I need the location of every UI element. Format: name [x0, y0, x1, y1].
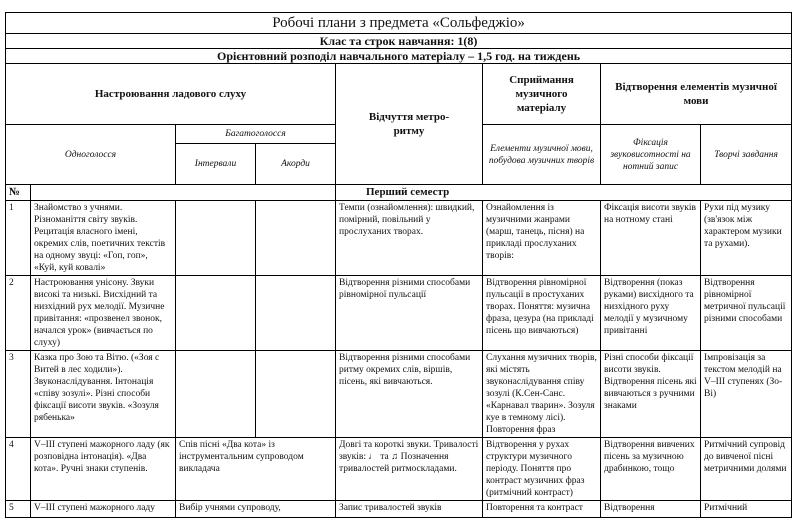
table-row [6, 438, 792, 501]
header-intervaly: Інтервали [176, 144, 256, 185]
cell-fiksatsiia: Різні способи фіксації висоти звуків. Відтворення пісень які вивчаються з ручними знаками [601, 351, 701, 438]
distribution-line: Орієнтовний розподіл навчального матеріалу – 1,5 год. на тиждень [6, 49, 792, 64]
cell-fiksatsiia: Відтворення (показ руками) висхідного та низхідного руху мелодії у музичному привітанні [601, 276, 701, 351]
row-number: 1 [6, 201, 31, 276]
semester-spacer [31, 185, 336, 201]
header-number: № [6, 185, 31, 201]
cell-odnoholossia: Казка про Зою та Вітю. («Зоя с Витей в лес ходили»). Звуконаслідування. Інтонація «співу зозулі». Різні способи фіксації висоти звуків. «Зозуля рябенька» [31, 351, 176, 438]
cell-odnoholossia: Настроювання унісону. Звуки високі та низькі. Висхідний та низхідний рух мелодії. Музичне привітання: «прозвенел звонок, начался урок» (вивчається по слуху) [31, 276, 176, 351]
table-row [6, 276, 792, 351]
cell-intervaly: Вибір учнями супроводу, [176, 501, 336, 518]
cell-elementy: Слухання музичних творів, які містять звуконаслідування співу зозулі (К.Сен-Санс. «Карнавал тварин». Зозуля куе в темному лісі). Повторення фраз [483, 351, 601, 438]
table-row [6, 201, 792, 276]
cell-metro: Темпи (ознайомлення): швидкий, помірний, повільний у прослуханих творах. [336, 201, 483, 276]
cell-odnoholossia: V–III ступені мажорного ладу (як розповідна інтонація). «Два кота». Ручні знаки ступенів. [31, 438, 176, 501]
header-vidtvorennia: Відтворення елементів музичної мови [601, 64, 792, 125]
row-number: 2 [6, 276, 31, 351]
cell-intervaly [176, 201, 256, 276]
cell-odnoholossia: V–III ступені мажорного ладу [31, 501, 176, 518]
class-line: Клас та строк навчання: 1(8) [6, 34, 792, 49]
cell-elementy: Відтворення у рухах структури музичного періоду. Поняття про контраст музичних фраз (ритмічний контраст) [483, 438, 601, 501]
document-title: Робочі плани з предмета «Сольфеджіо» [6, 13, 792, 34]
semester-label: Перший семестр [336, 185, 792, 201]
table-row [6, 351, 792, 438]
cell-tvorchi: Рухи під музику (зв'язок між характером музики та рухами). [701, 201, 792, 276]
row-number: 3 [6, 351, 31, 438]
cell-fiksatsiia: Відтворення [601, 501, 701, 518]
header-odnoholossia: Одноголосся [6, 125, 176, 185]
header-metro: Відчуття метро-ритму [336, 64, 483, 185]
cell-metro: Довгі та короткі звуки. Тривалості звуків: ♩ та ♫ Позначення тривалостей ритмоскладами. [336, 438, 483, 501]
plan-table [5, 12, 792, 518]
document-sheet [5, 12, 791, 518]
cell-intervaly [176, 276, 256, 351]
cell-metro: Відтворення різними способами рівномірної пульсації [336, 276, 483, 351]
cell-elementy: Повторення та контраст [483, 501, 601, 518]
cell-metro: Відтворення різними способами ритму окремих слів, віршів, пісень, які вивчаються. [336, 351, 483, 438]
row-number: 5 [6, 501, 31, 518]
table-row [6, 501, 792, 518]
header-bahatoholossia: Багатоголосся [176, 125, 336, 144]
header-akordy: Акорди [256, 144, 336, 185]
cell-elementy: Ознайомлення із музичними жанрами (марш, танець, пісня) на прикладі прослуханих творів: [483, 201, 601, 276]
cell-fiksatsiia: Відтворення вивчених пісень за музичною драбинкою, тощо [601, 438, 701, 501]
cell-odnoholossia: Знайомство з учнями. Різноманіття світу звуків. Рецитація власного імені, окремих слів, поетичних текстів на одному звуці: «Гоп, гоп», «Куй, куй ковалі» [31, 201, 176, 276]
cell-tvorchi: Відтворення рівномірної метричної пульсації різними способами [701, 276, 792, 351]
cell-intervaly [176, 351, 256, 438]
header-elementy: Елементи музичної мови, побудова музичних творів [483, 125, 601, 185]
cell-akordy [256, 201, 336, 276]
row-number: 4 [6, 438, 31, 501]
header-tvorchi: Творчі завдання [701, 125, 792, 185]
cell-fiksatsiia: Фіксація висоти звуків на нотному стані [601, 201, 701, 276]
cell-tvorchi: Ритмічний супровід до вивченої пісні метричними долями [701, 438, 792, 501]
cell-akordy [256, 351, 336, 438]
header-fiksatsiia: Фіксація звуковисотності на нотний запис [601, 125, 701, 185]
header-ladovyi: Настроювання ладового слуху [6, 64, 336, 125]
cell-metro: Запис тривалостей звуків [336, 501, 483, 518]
header-spryimannia: Сприймання музичного матеріалу [483, 64, 601, 125]
cell-akordy [256, 276, 336, 351]
cell-intervaly: Спів пісні «Два кота» із інструментальним супроводом викладача [176, 438, 336, 501]
cell-elementy: Відтворення рівномірної пульсації в простуханих творах. Поняття: музична фраза, цезура (на прикладі пісень що вивчаються) [483, 276, 601, 351]
cell-tvorchi: Ритмічний [701, 501, 792, 518]
cell-tvorchi: Імпровізація за текстом мелодій на V–III ступенях (Зо-Ві) [701, 351, 792, 438]
